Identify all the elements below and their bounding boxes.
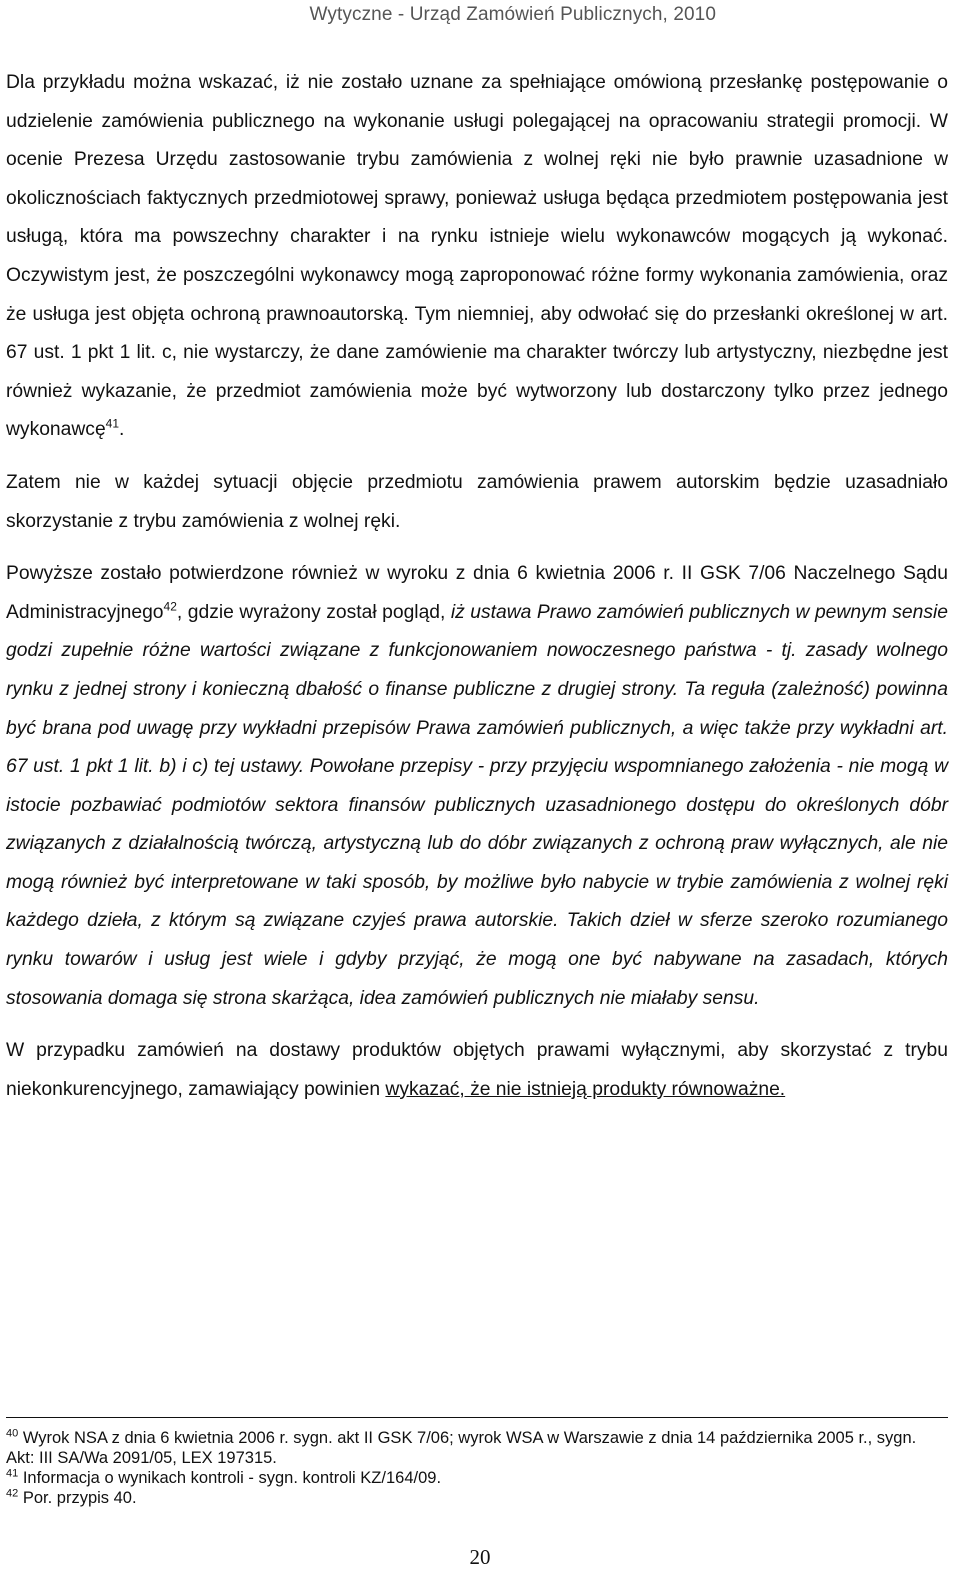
- footnote-number: 40: [6, 1427, 19, 1440]
- running-header: Wytyczne - Urząd Zamówień Publicznych, 2010: [309, 4, 716, 25]
- paragraph-4-text: W przypadku zamówień na dostawy produktów objętych prawami wyłącznymi, aby skorzystać z trybu niekonkurencyjnego, zamawiający powinien: [6, 1040, 948, 1100]
- paragraph-1-text: Dla przykładu można wskazać, iż nie zostało uznane za spełniające omówioną przesłankę postępowanie o udzielenie zamówienia publicznego na wykonanie usługi polegającej na opracowaniu strategii promocji. W ocenie Prezesa Urzędu zastosowanie trybu zamówienia z wolnej ręki nie było prawnie uzasadnione w okolicznościach faktycznych przedmiotowej sprawy, ponieważ usługa będąca przedmiotem postępowania jest usługą, która ma powszechny charakter i na rynku istnieje wielu wykonawców mogących ją wykonać. Oczywistym jest, że poszczególni wykonawcy mogą zaproponować różne formy wykonania zamówienia, oraz że usługa jest objęta ochroną prawnoautorską. Tym niemniej, aby odwołać się do przesłanki określonej w art. 67 ust. 1 pkt 1 lit. c, nie wystarczy, że dane zamówienie ma charakter twórczy lub artystyczny, niezbędne jest również wykazanie, że przedmiot zamówienia może być wytworzony lub dostarczony tylko przez jednego wykonawcę: [6, 72, 948, 441]
- footnote-42: [6, 1488, 946, 1508]
- footnote-text: Wyrok NSA z dnia 6 kwietnia 2006 r. sygn. akt II GSK 7/06; wyrok WSA w Warszawie z dnia 14 października 2005 r., sygn. Akt: III SA/Wa 2091/05, LEX 197315.: [6, 1429, 917, 1467]
- footnote-separator: [6, 1417, 948, 1418]
- paragraph-4: [6, 1032, 948, 1109]
- paragraph-3: [6, 555, 948, 1018]
- footnote-number: 41: [6, 1467, 19, 1480]
- paragraph-1: [6, 64, 948, 450]
- footnote-ref-41[interactable]: 41: [105, 416, 120, 431]
- paragraph-1-tail: .: [119, 419, 125, 441]
- footnote-text: Por. przypis 40.: [18, 1489, 137, 1507]
- main-text: [6, 64, 948, 1109]
- paragraph-2: Zatem nie w każdej sytuacji objęcie przedmiotu zamówienia prawem autorskim będzie uzasadniało skorzystanie z trybu zamówienia z wolnej ręki.: [6, 471, 948, 532]
- paragraph-3-quote: iż ustawa Prawo zamówień publicznych w pewnym sensie godzi zupełnie różne wartości związane z funkcjonowaniem nowoczesnego państwa - tj. zasady wolnego rynku z jednej strony i konieczną dbałość o finanse publiczne z drugiej strony. Ta reguła (zależność) powinna być brana pod uwagę przy wykładni przepisów Prawa zamówień publicznych, a więc także przy wykładni art. 67 ust. 1 pkt 1 lit. b) i c) tej ustawy. Powołane przepisy - przy przyjęciu wspomnianego założenia - nie mogą w istocie pozbawiać podmiotów sektora finansów publicznych uzasadnionego dostępu do określonych dóbr związanych z działalnością twórczą, artystyczną lub do dóbr związanych z ochroną praw wyłącznych, ale nie mogą również być interpretowane w taki sposób, by możliwe było nabycie w trybie zamówienia z wolnej ręki każdego dzieła, z którym są związane czyjeś prawa autorskie. Takich dzieł w sferze szeroko rozumianego rynku towarów i usług jest wiele i gdyby przyjąć, że mogą one być nabywane na zasadach, których stosowania domaga się strona skarżąca, idea zamówień publicznych nie miałaby sensu.: [6, 601, 948, 1009]
- footnote-number: 42: [6, 1487, 19, 1500]
- page-number: 20: [469, 1545, 491, 1569]
- footnote-41: [6, 1468, 946, 1488]
- paragraph-3-part2: , gdzie wyrażony został pogląd,: [176, 601, 451, 623]
- footnotes: [6, 1428, 946, 1508]
- paragraph-4-underlined: wykazać, że nie istnieją produkty równoważne.: [385, 1078, 786, 1100]
- footnote-text: Informacja o wynikach kontroli - sygn. kontroli KZ/164/09.: [18, 1469, 442, 1487]
- footnote-ref-42[interactable]: 42: [163, 599, 177, 614]
- footnote-40: [6, 1428, 946, 1468]
- paragraph-3-part1: Powyższe zostało potwierdzone również w wyroku z dnia 6 kwietnia 2006 r. II GSK 7/06 Naczelnego Sądu Administracyjnego: [6, 563, 948, 623]
